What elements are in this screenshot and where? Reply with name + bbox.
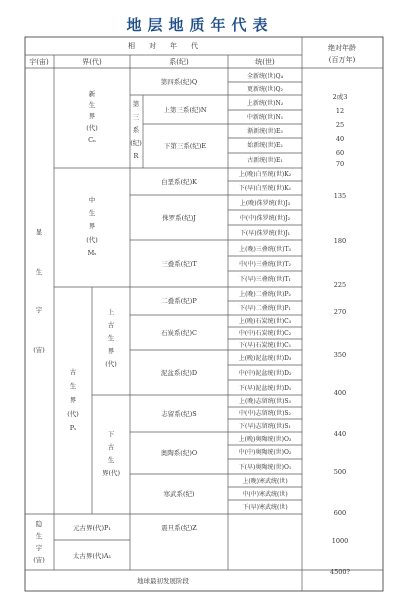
relative-age-header: 相 对 年 代 [128,42,198,50]
series-cell: 上(晚)泥盆统(世)D₃ [238,355,292,362]
series-cell: 上新统(世)N₂ [246,100,284,107]
era-char: 生 [88,209,96,217]
era-char: 生 [88,101,96,109]
eon-phanerozoic [33,227,45,354]
era-cenozoic [86,89,98,144]
eon-char: (宙) [33,346,45,354]
system-header: 系(纪) [169,58,189,66]
era-char: 界 [107,347,115,355]
era-lower-paleozoic [102,430,121,477]
system-permian: 二叠系(纪)P [161,297,197,305]
system-quaternary: 第四系(纪)Q [160,78,198,86]
series-cell: 上(晚)石炭统(世)C₃ [238,318,292,325]
eon-char: 显 [35,228,43,236]
table-grid [25,37,383,591]
era-mesozoic [86,195,98,257]
age-value: 135 [333,192,347,200]
series-cell: 下(早)泥盆统(世)D₁ [238,385,292,392]
tertiary-char: R [133,152,139,160]
era-char: 中 [88,196,96,204]
tertiary-char: 系 [132,126,140,134]
series-cell: 下(早)三叠统(世)T₁ [239,276,291,283]
tertiary-char: (纪) [130,139,142,147]
era-char: Mₛ [87,249,97,257]
series-cell: 下(早)二叠统(世)P₁ [239,305,291,312]
era-char: (代) [67,410,79,418]
series-cell: 中(中)三叠统(世)T₂ [239,261,291,268]
era-char: 生 [69,382,77,390]
series-cell: 下(早)侏罗统(世)J₁ [239,230,291,237]
eon-cryptozoic [33,519,45,564]
tertiary-label [130,99,142,160]
system-silurian: 志留系(纪)S [161,410,197,418]
system-jurassic: 侏罗系(纪)J [162,214,196,222]
system-triassic: 三叠系(纪)T [161,260,197,268]
era-char: 新 [88,90,96,98]
age-value: 70 [335,160,345,168]
series-cell: 更新统(世)Q₂ [246,86,284,93]
era-char: 界 [88,112,96,120]
eon-char: 宇 [35,306,43,314]
series-cell: 中(中)侏罗统(世)J₂ [239,215,291,222]
era-char: 生 [107,334,115,342]
age-value: 12 [335,107,345,115]
system-cambrian: 寒武系(纪) [163,490,195,498]
age-value: 440 [333,430,347,438]
series-cell: 上(晚)侏罗统(世)J₃ [239,200,291,207]
age-value: 270 [333,308,347,316]
series-cell: 中(中)奥陶统(世)O₂ [238,449,292,456]
era-char: 界 [88,222,96,230]
era-char: 古 [69,368,77,376]
age-value: 225 [333,281,347,289]
series-cell: 下(早)石炭统(世)C₁ [238,342,292,349]
era-archean: 太古界(代)A₁ [72,552,112,560]
series-cell: 下(早)奥陶统(世)O₁ [238,464,292,471]
tertiary-char: 第 [132,100,140,108]
age-value: 180 [333,237,347,245]
series-cell: 始新统(世)E₂ [247,142,283,149]
series-cell: 中(中)泥盆统(世)D₂ [238,370,292,377]
era-char: 古 [107,321,115,329]
age-value: 40 [335,135,345,143]
age-value: 25 [335,121,345,129]
era-char: (代) [105,360,117,368]
age-value: 60 [335,149,345,157]
series-cell: 古新统(世)E₁ [247,157,283,164]
eon-char: (宙) [33,556,45,564]
series-cell: 中新统(世)N₁ [246,114,284,121]
series-cell: 渐新统(世)E₃ [247,128,283,135]
series-cell: 中(中)寒武统(世) [242,491,288,498]
system-ordovician: 奥陶系(纪)O [160,449,198,457]
age-value: 1000 [331,537,349,545]
system-sinian: 震旦系(纪)Z [161,524,197,532]
series-cell: 下(早)白垩统(世)K₁ [238,185,292,192]
age-value: 350 [333,351,347,359]
era-proterozoic: 元古界(代)P₁ [72,524,112,532]
series-header: 统(世) [255,58,275,66]
series-cell: 中(中)志留统(世)S₂ [239,410,291,417]
system-cretaceous: 白垩系(纪)K [161,178,197,186]
system-carboniferous: 石炭系(纪)C [160,329,198,337]
eon-char: 生 [35,532,43,540]
era-char: 生 [107,456,115,464]
age-header-line1: 绝对年龄 [328,44,356,52]
age-value: 2或3 [332,93,348,101]
series-cell: 上(晚)奥陶统(世)O₃ [238,436,292,443]
system-paleogene: 下第三系(纪)E [163,142,207,150]
age-column [330,92,351,576]
age-value: 400 [333,389,347,397]
era-header: 界(代) [82,58,102,66]
era-upper-paleozoic [105,307,117,368]
system-devonian: 泥盆系(纪)D [160,369,198,377]
eon-header: 宇(宙) [29,58,49,66]
series-cell: 上(晚)白垩统(世)K₂ [238,171,292,178]
series-cell: 下(早)寒武统(世) [242,504,288,511]
tertiary-char: 三 [132,113,140,121]
era-char: 界(代) [101,469,121,477]
series-cell: 全新统(世)Q₄ [246,73,284,80]
footer-earliest-stage: 地球最初发展阶段 [137,577,189,585]
eon-char: 宇 [35,544,43,552]
age-value: 4500? [329,568,351,576]
system-neogene: 上第三系(纪)N [163,106,207,114]
age-header-line2: (百万年) [328,56,356,64]
era-char: 上 [107,308,115,316]
series-cell: 上(晚)二叠统(世)P₂ [239,291,291,298]
series-cell: 中(中)石炭统(世)C₂ [238,330,292,337]
age-value: 500 [333,468,347,476]
page-title: 地层地质年代表 [126,16,274,34]
era-char: 界 [69,396,77,404]
era-char: Cₙ [88,136,96,144]
eon-char: 隐 [35,520,43,528]
era-char: (代) [86,236,98,244]
series-cell: 上(晚)志留统(世)S₃ [239,398,291,405]
era-char: Pₛ [69,424,77,432]
era-paleozoic [67,367,79,432]
series-cell: 下(早)志留统(世)S₁ [239,423,291,430]
era-char: 古 [107,443,115,451]
era-char: 下 [107,430,115,438]
eon-char: 生 [35,268,43,276]
era-char: (代) [86,124,98,132]
series-cell: 上(晚)三叠统(世)T₃ [239,246,291,253]
series-cell: 上(晚)寒武统(世) [242,478,288,485]
age-value: 600 [333,509,347,517]
